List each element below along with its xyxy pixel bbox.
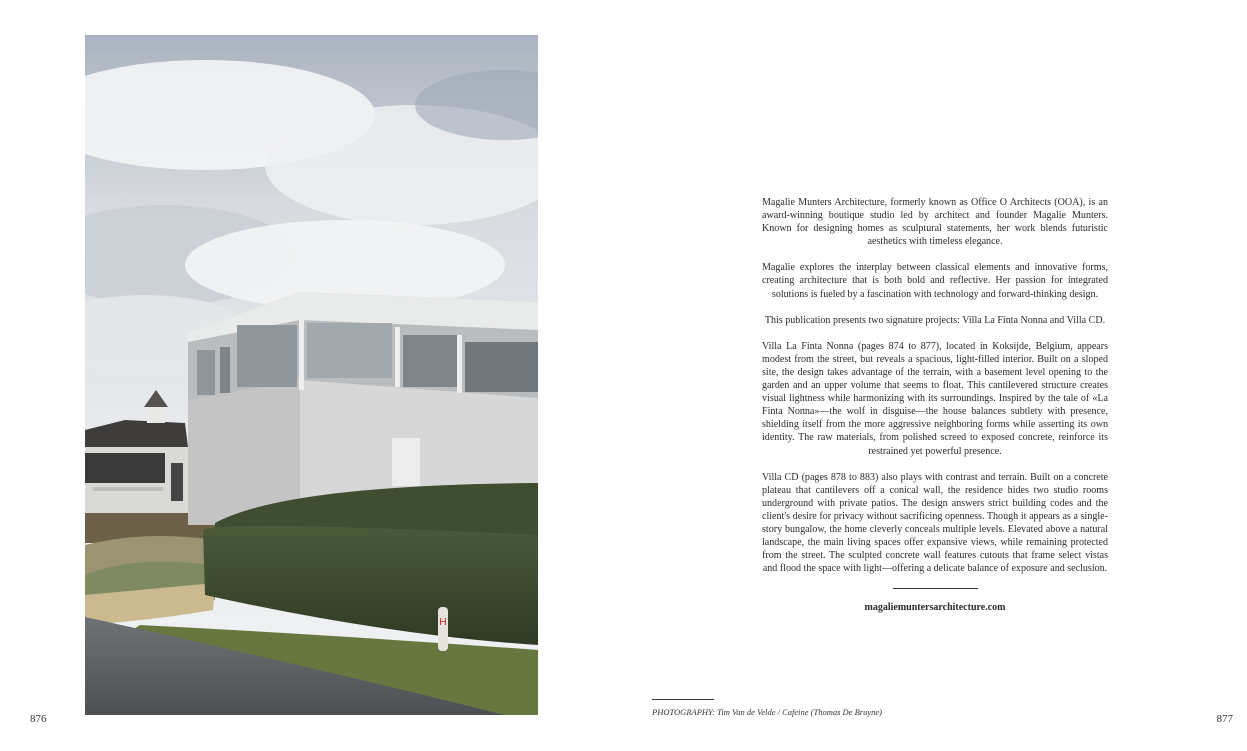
divider bbox=[893, 588, 978, 589]
photo-credit: PHOTOGRAPHY: Tim Van de Velde / Cafeine (Thomas De Bruyne) bbox=[652, 707, 882, 717]
house-photo bbox=[85, 35, 538, 715]
paragraph: This publication presents two signature projects: Villa La Finta Nonna and Villa CD. bbox=[764, 314, 1106, 326]
page-number-left: 876 bbox=[30, 713, 47, 725]
paragraph: Villa La Finta Nonna (pages 874 to 877), located in Koksijde, Belgium, appears modest from the street, but reveals a spacious, light-filled interior. Built on a sloped site, the design takes advantage of the terrain, with a basement level opening to the garden and an upper volume that seems to float. This cantilevered structure creates visual lightness while harmonizing with its surroundings. Inspired by the tale of «La Finta Nonna»—the wolf in disguise—the house balances subtlety with presence, shielding itself from the more aggressive neighboring forms while asserting its own identity. The raw materials, from polished screed to exposed concrete, reinforce its restrained yet powerful presence. bbox=[762, 340, 1108, 457]
page-number-right: 877 bbox=[1216, 713, 1233, 725]
article-text bbox=[762, 196, 1108, 614]
paragraph: Magalie explores the interplay between classical elements and innovative forms, creating architecture that is both bold and reflective. Her passion for integrated solutions is fueled by a fascination with technology and forward-thinking design. bbox=[762, 262, 1108, 300]
right-page bbox=[623, 0, 1247, 751]
paragraph: Villa CD (pages 878 to 883) also plays with contrast and terrain. Built on a concrete plateau that cantilevers off a conical wall, the residence hides two studio rooms underground with private patios. The design answers strict building codes and the client's desire for privacy without sacrificing openness. Though it appears as a single-story bungalow, the home cleverly conceals multiple levels. Elevated above a natural landscape, the main living spaces offer expansive views, while remaining protected from the street. The sculpted concrete wall features cutouts that frame select vistas and flood the space with light—offering a delicate balance of exposure and seclusion. bbox=[762, 471, 1108, 575]
left-page bbox=[0, 0, 623, 751]
website-link[interactable]: magaliemuntersarchitecture.com bbox=[864, 602, 1006, 614]
credit-divider bbox=[652, 699, 714, 700]
svg-text:H: H bbox=[439, 617, 447, 628]
paragraph: Magalie Munters Architecture, formerly known as Office O Architects (OOA), is an award-winning boutique studio led by architect and founder Magalie Munters. Known for designing homes as sculptural statements, her work blends futuristic aesthetics with timeless elegance. bbox=[762, 197, 1108, 248]
